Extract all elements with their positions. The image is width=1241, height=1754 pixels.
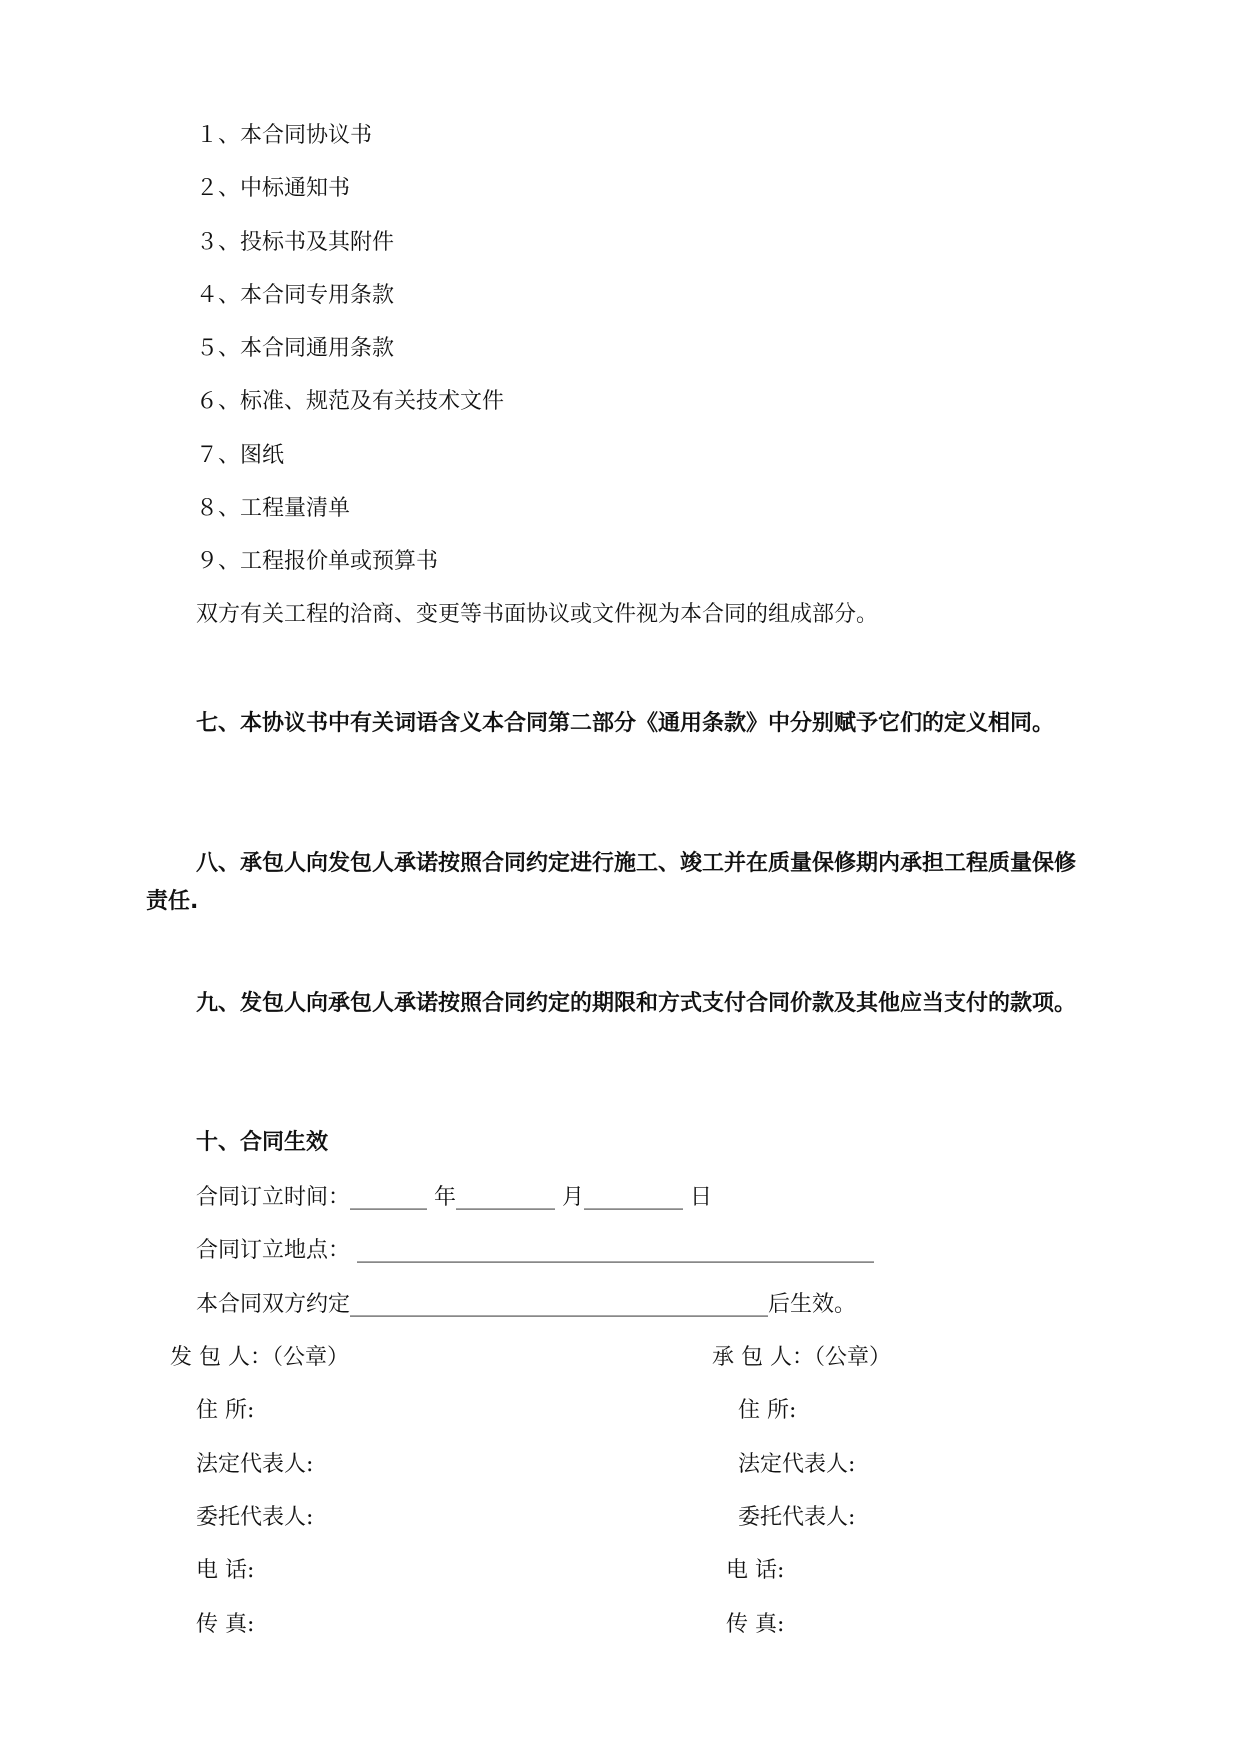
- contractor-address: 住 所:: [738, 1398, 797, 1423]
- list-item: ８、工程量清单: [196, 496, 351, 521]
- section-9: 九、发包人向承包人承诺按照合同约定的期限和方式支付合同价款及其他应当支付的款项。: [196, 991, 1077, 1016]
- list-item: ７、图纸: [196, 443, 285, 468]
- contractor-fax: 传 真:: [726, 1612, 785, 1637]
- sign-time-line: 合同订立时间：_______ 年_________ 月_________ 日: [196, 1185, 712, 1210]
- employer-legal-rep: 法定代表人:: [196, 1452, 314, 1477]
- list-item: ５、本合同通用条款: [196, 336, 395, 361]
- employer-phone: 电 话:: [196, 1558, 255, 1583]
- contractor-legal-rep: 法定代表人:: [738, 1452, 856, 1477]
- list-item: ９、工程报价单或预算书: [196, 549, 439, 574]
- employer-title: 发 包 人：（公章）: [170, 1345, 349, 1370]
- list-item: ４、本合同专用条款: [196, 283, 395, 308]
- contractor-title: 承 包 人：（公章）: [712, 1345, 891, 1370]
- section-10-heading: 十、合同生效: [196, 1130, 329, 1155]
- section-7: 七、本协议书中有关词语含义本合同第二部分《通用条款》中分别赋予它们的定义相同。: [196, 711, 1055, 736]
- employer-address: 住 所:: [196, 1398, 255, 1423]
- components-note: 双方有关工程的洽商、变更等书面协议或文件视为本合同的组成部分。: [196, 602, 879, 627]
- effect-line: 本合同双方约定______________________________________后生效。: [196, 1292, 857, 1317]
- section-8: 八、承包人向发包人承诺按照合同约定进行施工、竣工并在质量保修期内承担工程质量保修责任.: [146, 851, 1077, 914]
- sign-place-line: 合同订立地点： _______________________________________________: [196, 1238, 874, 1263]
- list-item: ２、中标通知书: [196, 176, 351, 201]
- contractor-phone: 电 话:: [726, 1558, 785, 1583]
- list-item: １、本合同协议书: [196, 123, 373, 148]
- employer-agent: 委托代表人:: [196, 1505, 314, 1530]
- contractor-agent: 委托代表人:: [738, 1505, 856, 1530]
- list-item: ６、标准、规范及有关技术文件: [196, 389, 505, 414]
- list-item: ３、投标书及其附件: [196, 230, 395, 255]
- employer-fax: 传 真:: [196, 1612, 255, 1637]
